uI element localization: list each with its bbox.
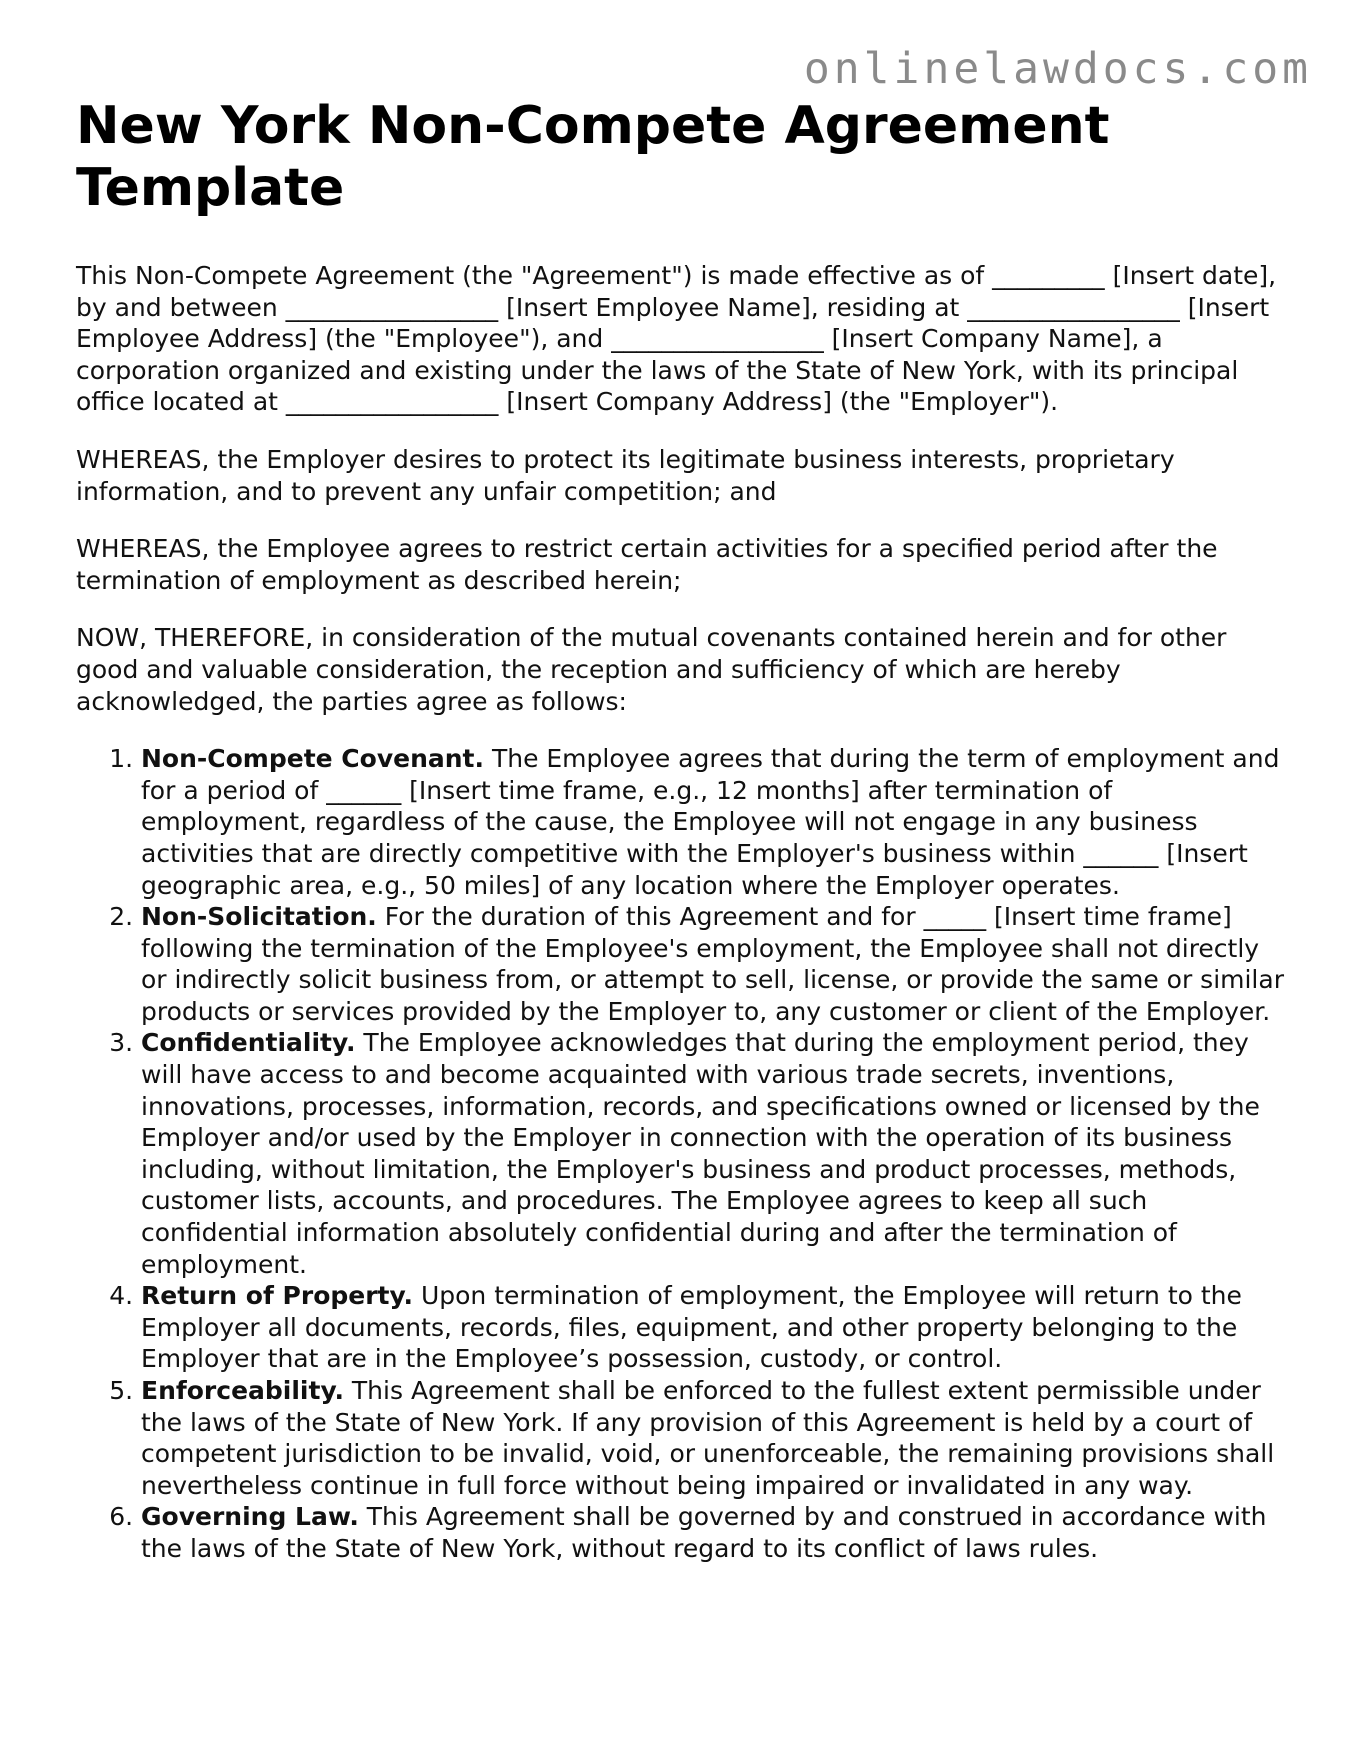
term-text: The Employee acknowledges that during the employment period, they will have access to and become acquainted with various trade secrets, inventions, innovations, processes, information, records, and specifications owned or licensed by the Employer and/or used by the Employer in connection with the operation of its business including, without limitation, the Employer's business and product processes, methods, customer lists, accounts, and procedures. The Employee agrees to keep all such confidential information absolutely confidential during and after the termination of employment. [141, 1028, 1260, 1279]
term-heading: Governing Law. [141, 1502, 359, 1532]
term-text: Upon termination of employment, the Employee will return to the Employer all documents, records, files, equipment, and other property belonging to the Employer that are in the Employee’s possession, custody, or control. [141, 1281, 1242, 1374]
terms-list [76, 743, 1284, 1564]
term-heading: Enforceability. [141, 1376, 344, 1405]
term-return-of-property [141, 1280, 1284, 1375]
term-text: This Agreement shall be governed by and construed in accordance with the laws of the State of New York, without regard to its conflict of laws rules. [141, 1502, 1267, 1563]
term-heading: Non-Compete Covenant. [141, 744, 484, 774]
term-heading: Non-Solicitation. [141, 902, 377, 932]
term-text: This Agreement shall be enforced to the fullest extent permissible under the laws of the State of New York. If any provision of this Agreement is held by a court of competent jurisdiction to be invalid, void, or unenforceable, the remaining provisions shall nevertheless continue in full force without being impaired or invalidated in any way. [141, 1376, 1275, 1500]
term-text: For the duration of this Agreement and for _____ [Insert time frame] following the termination of the Employee's employment, the Employee shall not directly or indirectly solicit business from, or attempt to sell, license, or provide the same or similar products or services provided by the Employer to, any customer or client of the Employer. [141, 902, 1284, 1026]
now-therefore-paragraph: NOW, THEREFORE, in consideration of the mutual covenants contained herein and for other good and valuable consideration, the reception and sufficiency of which are hereby acknowledged, the parties agree as follows: [76, 623, 1227, 716]
whereas-paragraph-2: WHEREAS, the Employee agrees to restrict certain activities for a specified period after the termination of employment as described herein; [76, 534, 1218, 595]
whereas-paragraph-1: WHEREAS, the Employer desires to protect its legitimate business interests, proprietary information, and to prevent any unfair competition; and [76, 444, 1175, 506]
term-text: The Employee agrees that during the term of employment and for a period of ______ [Insert time frame, e.g., 12 months] after termination of employment, regardless of the cause, the Employee will not engage in any business activities that are directly competitive with the Employer's business within ______ [Insert geographic area, e.g., 50 miles] of any location where the Employer operates. [141, 744, 1280, 900]
watermark: onlinelawdocs.com [803, 44, 1312, 94]
term-non-solicitation [141, 901, 1284, 1027]
term-heading: Return of Property. [141, 1281, 413, 1311]
preamble-paragraph: This Non-Compete Agreement (the "Agreement") is made effective as of _________ [Insert date], by and between _________________ [Insert Employee Name], residing at _________________ [Insert Employee Address] (the "Employee"), and _________________ [Insert Company Name], a corporation organized and existing under the laws of the State of New York, with its principal office located at _________________ [Insert Company Address] (the "Employer"). [76, 261, 1277, 417]
term-non-compete [141, 743, 1284, 901]
term-governing-law [141, 1501, 1284, 1564]
term-confidentiality [141, 1027, 1284, 1280]
term-heading: Confidentiality. [141, 1028, 356, 1058]
document-title: New York Non-Compete Agreement Template [76, 96, 1110, 218]
term-enforceability [141, 1375, 1284, 1501]
